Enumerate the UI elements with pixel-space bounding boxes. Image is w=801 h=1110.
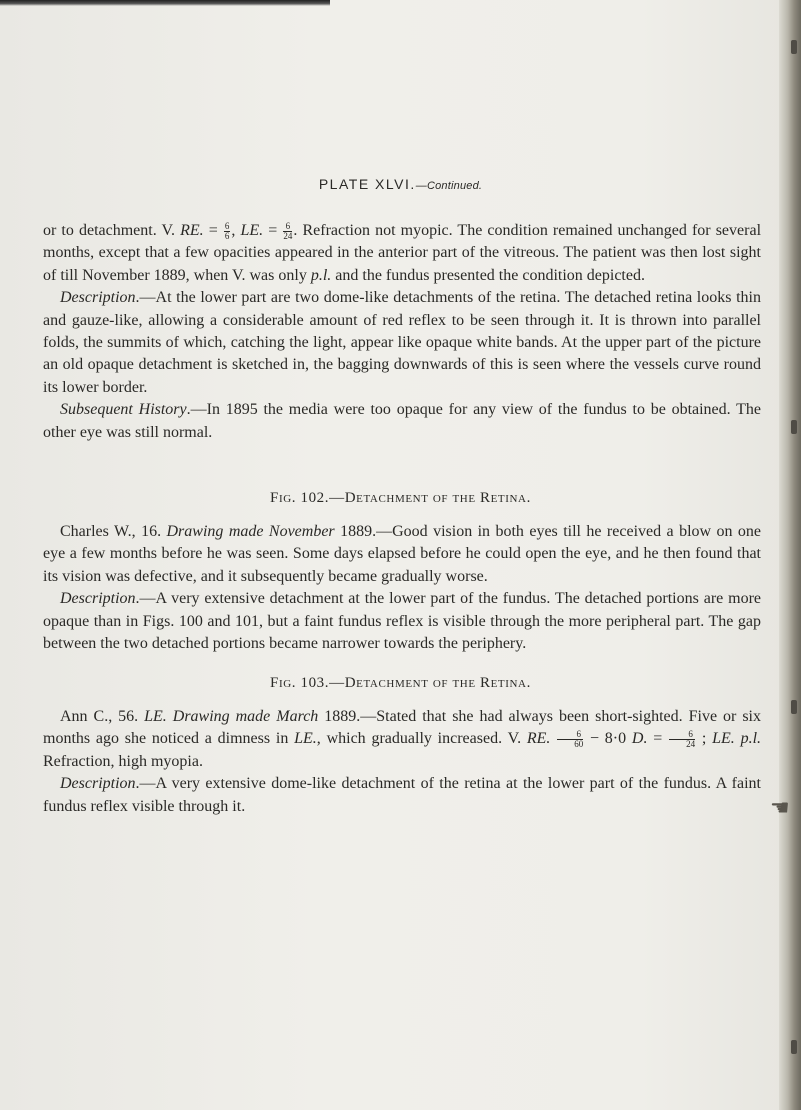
plate-continued: —Continued.: [415, 180, 483, 192]
page-top-shadow: [0, 0, 330, 6]
case1-paragraph-history-later: Subsequent History.—In 1895 the media were too opaque for any view of the fundus to be obtained. The other eye was still normal.: [43, 401, 762, 441]
fraction: $\frac{6}{24}$: [283, 220, 293, 241]
fraction: $\frac{6}{60}$: [557, 730, 583, 749]
fig102-body: [43, 521, 761, 655]
fig102-paragraph-history: Charles W., 16. Drawing made November 1889.—Good vision in both eyes till he received a blow on one eye a few months before he was seen. Some days elapsed before he could open the eye, and he then found that its vision was defective, and it subsequently became gradually worse.: [43, 523, 762, 585]
binding-mark: [791, 700, 797, 714]
fig102-paragraph-description: Description.—A very extensive detachment at the lower part of the fundus. The detached portions are more opaque than in Figs. 100 and 101, but a faint fundus reflex is visible through the more peripheral part. The gap between the two detached portions became narrower towards the periphery.: [43, 590, 761, 653]
fig103-body: [43, 706, 761, 818]
fraction: $\frac{6}{6}$: [224, 220, 230, 241]
fig102-heading: Fig. 102.—Detachment of the Retina.: [270, 490, 531, 506]
fig103-paragraph-history: Ann C., 56. LE. Drawing made March 1889.—Stated that she had always been short-sighted. Five or six months ago she noticed a dimness in LE., which gradually increased. V. RE. $\frac{6}{60}$ − 8·0 D. = $\frac{6}{24}$ ; LE. p.l. Refraction, high myopia.: [43, 708, 762, 770]
fig103-paragraph-description: Description.—A very extensive dome-like detachment of the retina at the lower part of the fundus. A faint fundus reflex visible through it.: [43, 775, 761, 815]
plate-header: [0, 176, 801, 192]
binding-mark: [791, 1040, 797, 1054]
case-continuation: [43, 220, 761, 444]
fig103-heading: Fig. 103.—Detachment of the Retina.: [270, 675, 531, 691]
binding-mark: [791, 40, 797, 54]
binding-mark: [791, 420, 797, 434]
case1-paragraph-description: Description.—At the lower part are two dome-like detachments of the retina. The detached retina looks thin and gauze-like, allowing a considerable amount of red reflex to be seen through it. It is thrown into parallel folds, the summits of which, catching the light, appear like opaque white bands. At the upper part of the picture an old opaque detachment is sketched in, the bagging downwards of this is seen where the vessels curve round its lower border.: [43, 289, 761, 396]
plate-label: PLATE XLVI.: [318, 176, 416, 192]
page-binding-edge: [779, 0, 801, 1110]
fraction: $\frac{6}{24}$: [669, 730, 695, 749]
pointer-mark-icon: ☚: [770, 796, 790, 821]
case1-paragraph-history: or to detachment. V. RE. = $\frac{6}{6}$ , LE. = $\frac{6}{24}$ . Refraction not myopic. The condition remained unchanged for several months, except that a few opacities appeared in the anterior part of the vitreous. The patient was then lost sight of till November 1889, when V. was only p.l. and the fundus presented the condition depicted.: [43, 220, 762, 284]
